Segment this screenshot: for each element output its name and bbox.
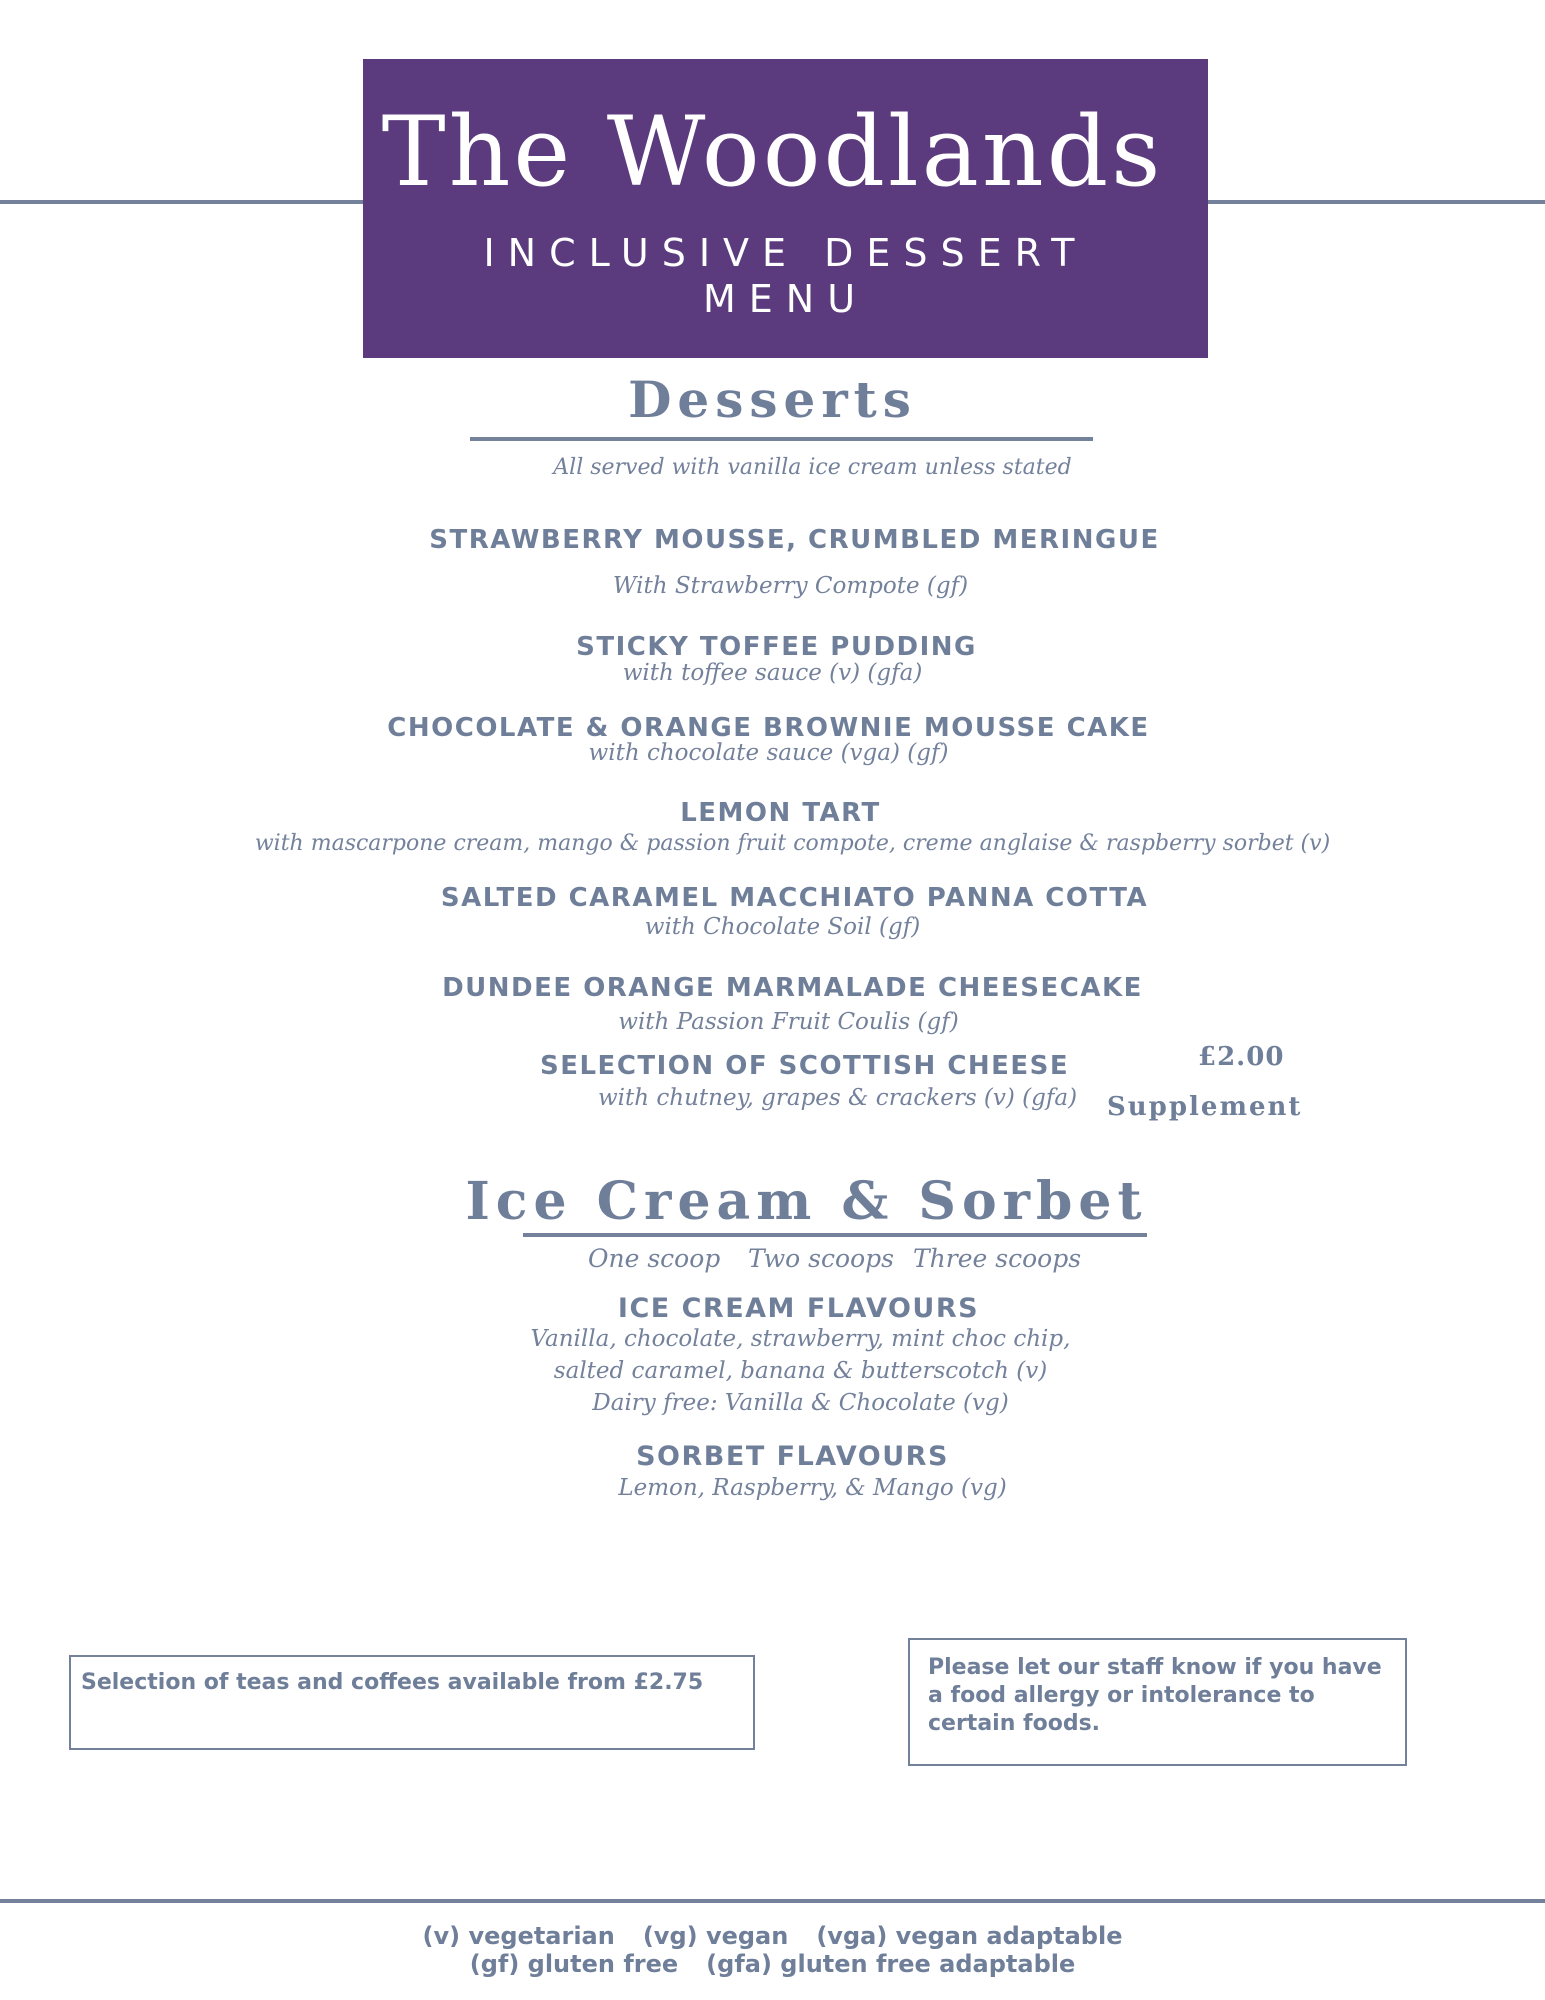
legend-gluten-free: (gf) gluten free — [469, 1950, 679, 1978]
size-two-scoops: Two scoops — [748, 1244, 894, 1273]
header-rule-left — [0, 200, 363, 204]
allergy-notice-box: Please let our staff know if you have a food allergy or intolerance to certain foods. — [908, 1638, 1407, 1766]
header-rule-right — [1208, 200, 1545, 204]
dessert-3-name: CHOCOLATE & ORANGE BROWNIE MOUSSE CAKE — [387, 713, 1150, 743]
legend-vegan: (vg) vegan — [642, 1922, 789, 1950]
sorbet-flavours-title: SORBET FLAVOURS — [636, 1441, 949, 1472]
dessert-2-name: STICKY TOFFEE PUDDING — [576, 632, 977, 662]
ice-cream-flavours-line2: salted caramel, banana & butterscotch (v) — [553, 1358, 1048, 1384]
menu-subtitle — [363, 230, 1208, 322]
supplement-label: Supplement — [1107, 1092, 1303, 1122]
desserts-note: All served with vanilla ice cream unless stated — [553, 455, 1072, 480]
legend-vegan-adaptable: (vga) vegan adaptable — [816, 1922, 1123, 1950]
ice-cream-flavours-title: ICE CREAM FLAVOURS — [617, 1293, 980, 1324]
dessert-7-name: SELECTION OF SCOTTISH CHEESE — [540, 1051, 1070, 1081]
ice-cream-flavours-line3: Dairy free: Vanilla & Chocolate (vg) — [592, 1390, 1009, 1416]
desserts-heading: Desserts — [628, 370, 917, 429]
restaurant-name: The Woodlands — [381, 96, 1164, 208]
dessert-6-desc: with Passion Fruit Coulis (gf) — [618, 1009, 959, 1035]
ice-cream-rule — [523, 1233, 1147, 1237]
legend-gluten-free-adaptable: (gfa) gluten free adaptable — [706, 1950, 1076, 1978]
diet-legend-line1 — [0, 1922, 1545, 1951]
dessert-1-name: STRAWBERRY MOUSSE, CRUMBLED MERINGUE — [429, 525, 1160, 555]
dessert-5-name: SALTED CARAMEL MACCHIATO PANNA COTTA — [440, 883, 1149, 913]
diet-legend-line2 — [0, 1950, 1545, 1979]
dessert-4-name: LEMON TART — [680, 798, 881, 828]
dessert-5-desc: with Chocolate Soil (gf) — [644, 914, 921, 940]
dessert-7-desc: with chutney, grapes & crackers (v) (gfa) — [598, 1085, 1078, 1111]
dessert-1-desc: With Strawberry Compote (gf) — [612, 573, 969, 599]
menu-subtitle-line1: INCLUSIVE DESSERT — [483, 231, 1088, 275]
teas-coffees-box: Selection of teas and coffees available from £2.75 — [69, 1655, 755, 1750]
ice-cream-flavours-line1: Vanilla, chocolate, strawberry, mint choc chip, — [530, 1326, 1071, 1352]
size-three-scoops: Three scoops — [913, 1244, 1082, 1273]
dessert-4-desc: with mascarpone cream, mango & passion fruit compote, creme anglaise & raspberry sorbet (v) — [254, 831, 1331, 856]
menu-subtitle-line2: MENU — [702, 277, 869, 321]
footer-rule — [0, 1899, 1545, 1903]
legend-vegetarian: (v) vegetarian — [422, 1922, 615, 1950]
dessert-2-desc: with toffee sauce (v) (gfa) — [622, 660, 923, 686]
size-one-scoop: One scoop — [588, 1244, 721, 1273]
sorbet-flavours-line: Lemon, Raspberry, & Mango (vg) — [618, 1475, 1007, 1501]
ice-cream-heading: Ice Cream & Sorbet — [465, 1171, 1148, 1232]
desserts-rule — [470, 437, 1093, 441]
dessert-6-name: DUNDEE ORANGE MARMALADE CHEESECAKE — [442, 973, 1143, 1003]
supplement-price: £2.00 — [1198, 1042, 1285, 1072]
dessert-3-desc: with chocolate sauce (vga) (gf) — [588, 740, 949, 766]
